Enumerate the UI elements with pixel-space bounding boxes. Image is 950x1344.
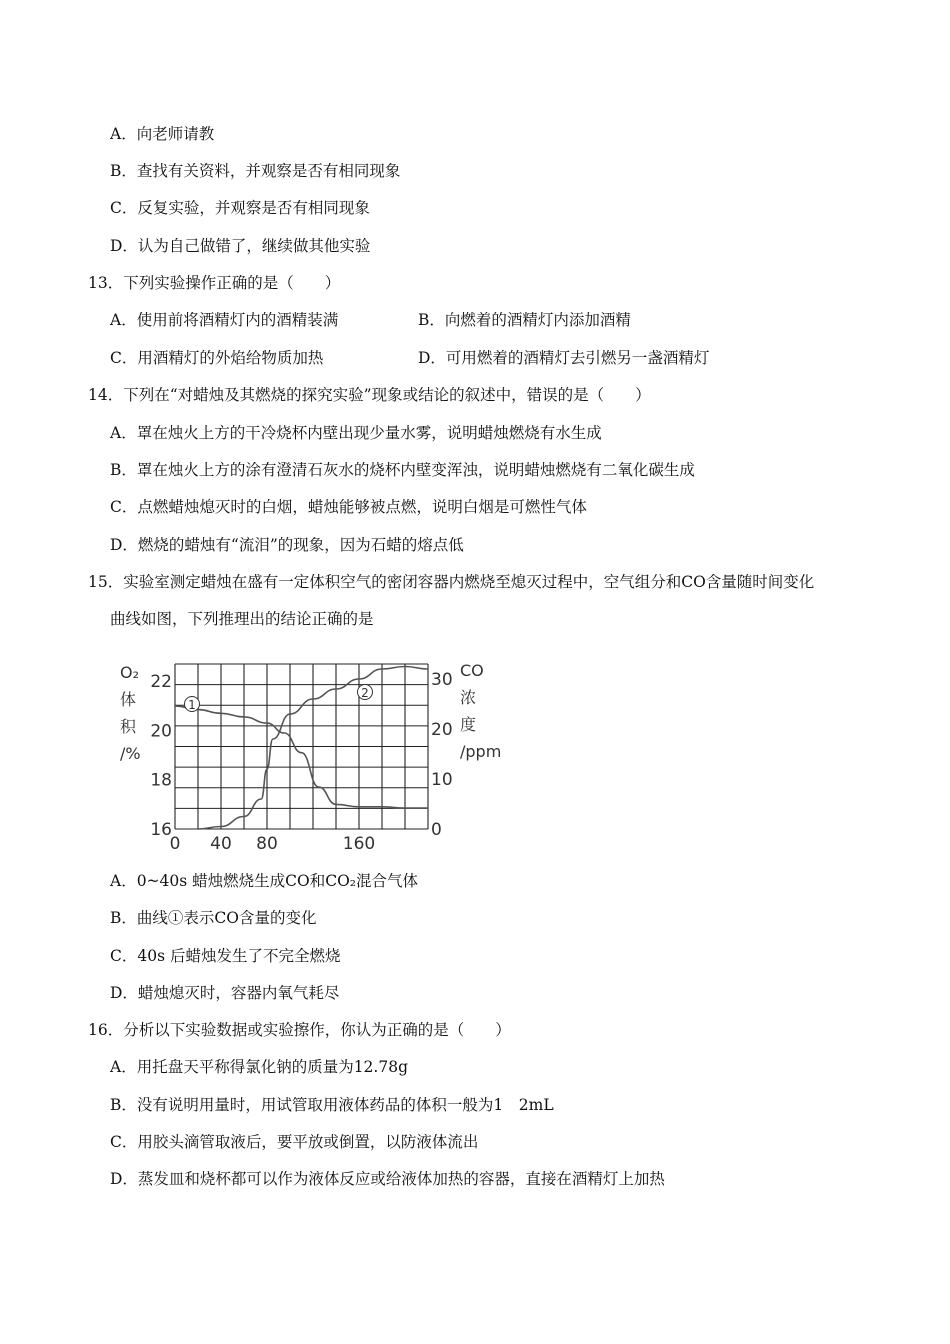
option-16-c: C．用胶头滴管取液后，要平放或倒置，以防液体流出 bbox=[110, 1133, 479, 1151]
chart-labels bbox=[120, 661, 501, 854]
series-marker-label-2: 2 bbox=[361, 686, 369, 700]
option-14-b: B．罩在烛火上方的涂有澄清石灰水的烧杯内壁变浑浊，说明蜡烛燃烧有二氧化碳生成 bbox=[110, 461, 695, 479]
option-16-d: D．蒸发皿和烧杯都可以作为液体反应或给液体加热的容器，直接在酒精灯上加热 bbox=[110, 1170, 665, 1188]
question-15-stem-line1: 15．实验室测定蜡烛在盛有一定体积空气的密闭容器内燃烧至熄灭过程中，空气组分和CO含量随时间变化 bbox=[88, 573, 815, 591]
left-axis-label-line: 积 bbox=[120, 717, 137, 736]
x-tick-label: 80 bbox=[256, 834, 278, 854]
left-tick-label: 16 bbox=[150, 820, 172, 840]
left-axis-label-line: /% bbox=[120, 744, 141, 763]
left-tick-label: 22 bbox=[150, 672, 172, 693]
option-12-c: C．反复实验，并观察是否有相同现象 bbox=[110, 199, 370, 217]
left-tick-label: 20 bbox=[150, 721, 172, 742]
option-16-a: A．用托盘天平称得氯化钠的质量为12.78g bbox=[110, 1058, 408, 1076]
option-12-d: D．认为自己做错了，继续做其他实验 bbox=[110, 237, 371, 255]
right-axis-label-line: 度 bbox=[460, 715, 477, 734]
option-15-c: C．40s 后蜡烛发生了不完全燃烧 bbox=[110, 947, 341, 965]
chart-marks bbox=[175, 667, 428, 830]
option-14-d: D．燃烧的蜡烛有“流泪”的现象，因为石蜡的熔点低 bbox=[110, 536, 464, 554]
right-tick-label: 20 bbox=[431, 720, 453, 740]
option-15-b: B．曲线①表示CO含量的变化 bbox=[110, 909, 317, 927]
option-12-a: A．向老师请教 bbox=[110, 125, 215, 143]
series-line-1 bbox=[175, 706, 428, 808]
option-14-c: C．点燃蜡烛熄灭时的白烟，蜡烛能够被点燃，说明白烟是可燃性气体 bbox=[110, 498, 587, 516]
option-13-c: C．用酒精灯的外焰给物质加热 bbox=[110, 349, 324, 367]
x-tick-label: 40 bbox=[210, 834, 232, 854]
option-13-a: A．使用前将酒精灯内的酒精装满 bbox=[110, 311, 339, 329]
option-16-b: B．没有说明用量时，用试管取用液体药品的体积一般为1 2mL bbox=[110, 1096, 554, 1114]
right-axis-label-line: 浓 bbox=[460, 688, 477, 707]
question-13-stem: 13．下列实验操作正确的是（ ） bbox=[88, 274, 341, 292]
question-14-stem: 14．下列在“对蜡烛及其燃烧的探究实验”现象或结论的叙述中，错误的是（ ） bbox=[88, 386, 651, 404]
left-axis-label-line: 体 bbox=[120, 690, 137, 709]
option-12-b: B．查找有关资料，并观察是否有相同现象 bbox=[110, 162, 401, 180]
chart-grid bbox=[175, 664, 428, 829]
left-tick-label: 18 bbox=[150, 770, 172, 791]
x-tick-label: 160 bbox=[342, 834, 376, 854]
option-14-a: A．罩在烛火上方的干冷烧杯内壁出现少量水雾，说明蜡烛燃烧有水生成 bbox=[110, 424, 602, 442]
option-15-d: D．蜡烛熄灭时，容器内氧气耗尽 bbox=[110, 984, 340, 1002]
option-15-a: A．0~40s 蜡烛燃烧生成CO和CO₂混合气体 bbox=[110, 872, 418, 890]
right-tick-label: 0 bbox=[431, 820, 442, 840]
left-axis-label-line: O₂ bbox=[120, 663, 140, 682]
right-axis-label-line: CO bbox=[460, 661, 484, 680]
right-tick-label: 10 bbox=[431, 770, 453, 790]
option-13-b: B．向燃着的酒精灯内添加酒精 bbox=[418, 311, 631, 329]
right-axis-label-line: /ppm bbox=[460, 742, 502, 761]
series-marker-label-1: 1 bbox=[188, 698, 196, 712]
right-tick-label: 30 bbox=[431, 670, 453, 690]
question-15-stem-line2: 曲线如图，下列推理出的结论正确的是 bbox=[110, 610, 374, 628]
x-tick-label: 0 bbox=[169, 834, 181, 854]
combustion-chart bbox=[118, 656, 518, 856]
option-13-d: D．可用燃着的酒精灯去引燃另一盏酒精灯 bbox=[418, 349, 710, 367]
question-16-stem: 16．分析以下实验数据或实验擦作，你认为正确的是（ ） bbox=[88, 1021, 511, 1039]
